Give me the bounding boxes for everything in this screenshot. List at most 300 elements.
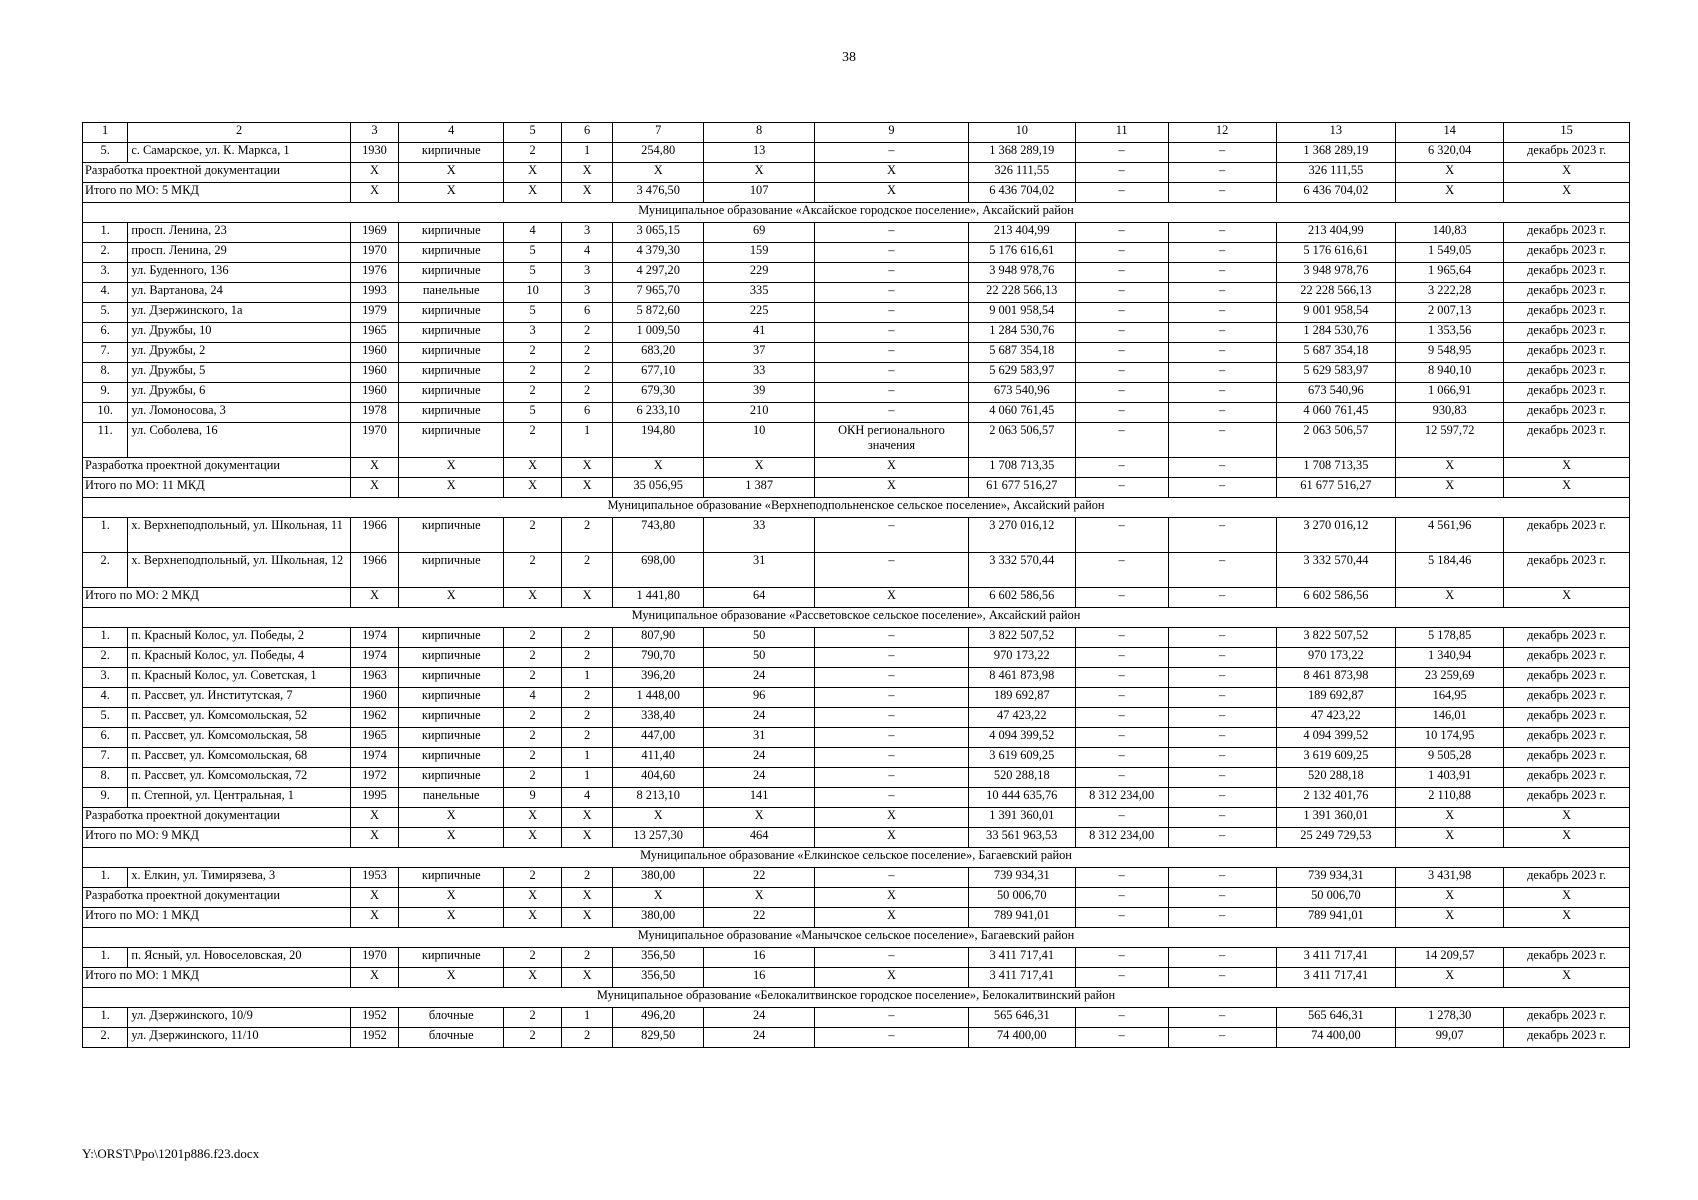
table-cell: 1 bbox=[561, 423, 612, 458]
summary-cell: 356,50 bbox=[613, 968, 704, 988]
summary-cell: – bbox=[1075, 163, 1168, 183]
table-cell: 2 063 506,57 bbox=[968, 423, 1075, 458]
address-cell: просп. Ленина, 29 bbox=[128, 243, 350, 263]
table-cell: 743,80 bbox=[613, 518, 704, 553]
table-cell: – bbox=[1075, 303, 1168, 323]
table-cell: 1 965,64 bbox=[1396, 263, 1504, 283]
table-cell: 739 934,31 bbox=[968, 868, 1075, 888]
table-cell: ОКН регионального значения bbox=[815, 423, 968, 458]
table-cell: декабрь 2023 г. bbox=[1504, 423, 1630, 458]
table-cell: 14 209,57 bbox=[1396, 948, 1504, 968]
table-cell: 4. bbox=[83, 688, 128, 708]
table-cell: 5 bbox=[504, 243, 562, 263]
table-cell: – bbox=[815, 668, 968, 688]
summary-cell: X bbox=[815, 908, 968, 928]
table-cell: 739 934,31 bbox=[1276, 868, 1395, 888]
table-cell: 33 bbox=[704, 363, 815, 383]
housing-repair-table bbox=[82, 122, 1630, 1048]
table-cell: 9 001 958,54 bbox=[968, 303, 1075, 323]
section-title: Муниципальное образование «Елкинское сельское поселение», Багаевский район bbox=[83, 848, 1630, 868]
table-cell: 2 bbox=[504, 708, 562, 728]
table-cell: – bbox=[815, 303, 968, 323]
table-cell: 213 404,99 bbox=[968, 223, 1075, 243]
table-cell: 1965 bbox=[350, 728, 398, 748]
summary-cell: 464 bbox=[704, 828, 815, 848]
table-row bbox=[83, 423, 1630, 458]
table-cell: 1974 bbox=[350, 628, 398, 648]
table-cell: 7. bbox=[83, 748, 128, 768]
section-row bbox=[83, 848, 1630, 868]
table-cell: 807,90 bbox=[613, 628, 704, 648]
table-cell: 1 278,30 bbox=[1396, 1008, 1504, 1028]
table-cell: 5 687 354,18 bbox=[968, 343, 1075, 363]
table-cell: – bbox=[815, 1008, 968, 1028]
table-cell: – bbox=[1168, 768, 1276, 788]
table-cell: 5 687 354,18 bbox=[1276, 343, 1395, 363]
table-cell: – bbox=[1168, 748, 1276, 768]
table-cell: 74 400,00 bbox=[968, 1028, 1075, 1048]
table-cell: 2 bbox=[504, 518, 562, 553]
summary-cell: 789 941,01 bbox=[1276, 908, 1395, 928]
table-cell: 8 461 873,98 bbox=[1276, 668, 1395, 688]
summary-cell: X bbox=[815, 888, 968, 908]
summary-row bbox=[83, 478, 1630, 498]
table-cell: – bbox=[1075, 403, 1168, 423]
address-cell: ул. Вартанова, 24 bbox=[128, 283, 350, 303]
table-cell: – bbox=[815, 648, 968, 668]
table-cell: 4 379,30 bbox=[613, 243, 704, 263]
table-cell: декабрь 2023 г. bbox=[1504, 303, 1630, 323]
table-cell: – bbox=[1075, 868, 1168, 888]
table-cell: 1 bbox=[561, 668, 612, 688]
column-number-header: 4 bbox=[399, 123, 504, 143]
table-cell: декабрь 2023 г. bbox=[1504, 1028, 1630, 1048]
table-cell: – bbox=[815, 688, 968, 708]
summary-row bbox=[83, 808, 1630, 828]
table-cell: 9 001 958,54 bbox=[1276, 303, 1395, 323]
table-cell: 970 173,22 bbox=[968, 648, 1075, 668]
summary-cell: 6 602 586,56 bbox=[1276, 588, 1395, 608]
address-cell: х. Верхнеподпольный, ул. Школьная, 12 bbox=[128, 553, 350, 588]
table-cell: 2 bbox=[504, 628, 562, 648]
summary-cell: X bbox=[350, 908, 398, 928]
column-number-header: 12 bbox=[1168, 123, 1276, 143]
table-cell: 37 bbox=[704, 343, 815, 363]
summary-cell: X bbox=[815, 828, 968, 848]
table-cell: 2 bbox=[504, 1008, 562, 1028]
table-cell: 213 404,99 bbox=[1276, 223, 1395, 243]
table-cell: – bbox=[1075, 628, 1168, 648]
table-cell: 24 bbox=[704, 1028, 815, 1048]
table-cell: 2 bbox=[504, 728, 562, 748]
table-cell: – bbox=[815, 263, 968, 283]
table-row bbox=[83, 708, 1630, 728]
column-number-header: 11 bbox=[1075, 123, 1168, 143]
table-cell: – bbox=[1168, 868, 1276, 888]
table-cell: 520 288,18 bbox=[1276, 768, 1395, 788]
table-cell: 1 403,91 bbox=[1396, 768, 1504, 788]
section-title: Муниципальное образование «Рассветовское сельское поселение», Аксайский район bbox=[83, 608, 1630, 628]
table-cell: 447,00 bbox=[613, 728, 704, 748]
summary-cell: X bbox=[561, 908, 612, 928]
table-cell: 47 423,22 bbox=[968, 708, 1075, 728]
table-cell: – bbox=[815, 788, 968, 808]
table-cell: 1966 bbox=[350, 553, 398, 588]
summary-cell: 107 bbox=[704, 183, 815, 203]
table-cell: 2 bbox=[561, 688, 612, 708]
table-cell: – bbox=[815, 948, 968, 968]
table-cell: 2 bbox=[504, 868, 562, 888]
table-cell: кирпичные bbox=[399, 648, 504, 668]
column-number-header: 1 bbox=[83, 123, 128, 143]
table-cell: декабрь 2023 г. bbox=[1504, 768, 1630, 788]
file-path-footer: Y:\ORST\Ppo\1201p886.f23.docx bbox=[82, 1146, 260, 1161]
table-cell: декабрь 2023 г. bbox=[1504, 648, 1630, 668]
table-cell: – bbox=[815, 143, 968, 163]
table-cell: 1962 bbox=[350, 708, 398, 728]
table-cell: – bbox=[815, 553, 968, 588]
summary-cell: X bbox=[504, 908, 562, 928]
table-cell: 1978 bbox=[350, 403, 398, 423]
address-cell: п. Рассвет, ул. Комсомольская, 58 bbox=[128, 728, 350, 748]
table-cell: 1 bbox=[561, 768, 612, 788]
table-cell: 396,20 bbox=[613, 668, 704, 688]
table-cell: 10 bbox=[504, 283, 562, 303]
summary-cell: – bbox=[1168, 163, 1276, 183]
table-cell: 5 629 583,97 bbox=[968, 363, 1075, 383]
table-cell: – bbox=[1168, 403, 1276, 423]
table-cell: 8 940,10 bbox=[1396, 363, 1504, 383]
table-cell: 1 066,91 bbox=[1396, 383, 1504, 403]
column-number-header: 9 bbox=[815, 123, 968, 143]
address-cell: ул. Соболева, 16 bbox=[128, 423, 350, 458]
table-cell: 69 bbox=[704, 223, 815, 243]
table-cell: 146,01 bbox=[1396, 708, 1504, 728]
address-cell: ул. Дружбы, 2 bbox=[128, 343, 350, 363]
table-cell: 5 bbox=[504, 263, 562, 283]
summary-cell: X bbox=[1504, 828, 1630, 848]
summary-cell: 326 111,55 bbox=[968, 163, 1075, 183]
table-row bbox=[83, 143, 1630, 163]
summary-cell: X bbox=[350, 808, 398, 828]
table-row bbox=[83, 343, 1630, 363]
summary-cell: 326 111,55 bbox=[1276, 163, 1395, 183]
table-cell: – bbox=[1075, 143, 1168, 163]
table-cell: – bbox=[1075, 518, 1168, 553]
summary-cell: X bbox=[815, 458, 968, 478]
table-cell: 1 bbox=[561, 143, 612, 163]
table-cell: декабрь 2023 г. bbox=[1504, 363, 1630, 383]
address-cell: п. Красный Колос, ул. Победы, 4 bbox=[128, 648, 350, 668]
table-cell: – bbox=[1168, 243, 1276, 263]
summary-cell: 1 387 bbox=[704, 478, 815, 498]
table-cell: 2 bbox=[504, 383, 562, 403]
table-cell: 39 bbox=[704, 383, 815, 403]
table-cell: – bbox=[1075, 728, 1168, 748]
table-cell: декабрь 2023 г. bbox=[1504, 1008, 1630, 1028]
table-cell: 225 bbox=[704, 303, 815, 323]
table-cell: – bbox=[815, 628, 968, 648]
table-cell: – bbox=[1168, 283, 1276, 303]
summary-cell: X bbox=[704, 888, 815, 908]
table-cell: 5 bbox=[504, 403, 562, 423]
table-cell: 3. bbox=[83, 263, 128, 283]
table-cell: – bbox=[815, 403, 968, 423]
table-cell: декабрь 2023 г. bbox=[1504, 243, 1630, 263]
table-cell: декабрь 2023 г. bbox=[1504, 383, 1630, 403]
summary-cell: 61 677 516,27 bbox=[968, 478, 1075, 498]
summary-label: Разработка проектной документации bbox=[83, 808, 351, 828]
table-cell: 41 bbox=[704, 323, 815, 343]
summary-cell: – bbox=[1075, 908, 1168, 928]
table-cell: 1. bbox=[83, 628, 128, 648]
summary-cell: X bbox=[350, 478, 398, 498]
table-cell: 1979 bbox=[350, 303, 398, 323]
table-cell: – bbox=[1075, 1028, 1168, 1048]
table-cell: – bbox=[1168, 423, 1276, 458]
table-cell: 254,80 bbox=[613, 143, 704, 163]
summary-cell: 3 411 717,41 bbox=[968, 968, 1075, 988]
table-cell: 356,50 bbox=[613, 948, 704, 968]
column-number-header: 3 bbox=[350, 123, 398, 143]
summary-cell: X bbox=[1396, 828, 1504, 848]
summary-cell: X bbox=[561, 183, 612, 203]
table-cell: 13 bbox=[704, 143, 815, 163]
table-cell: – bbox=[1075, 1008, 1168, 1028]
summary-cell: – bbox=[1168, 908, 1276, 928]
table-cell: 1953 bbox=[350, 868, 398, 888]
table-cell: 2 132 401,76 bbox=[1276, 788, 1395, 808]
summary-cell: X bbox=[815, 163, 968, 183]
table-cell: 2. bbox=[83, 553, 128, 588]
summary-cell: X bbox=[504, 588, 562, 608]
table-cell: – bbox=[1168, 363, 1276, 383]
table-cell: 3 270 016,12 bbox=[1276, 518, 1395, 553]
table-cell: 673 540,96 bbox=[1276, 383, 1395, 403]
table-cell: 2. bbox=[83, 1028, 128, 1048]
summary-cell: 1 441,80 bbox=[613, 588, 704, 608]
table-cell: 5. bbox=[83, 143, 128, 163]
table-cell: 4. bbox=[83, 283, 128, 303]
table-row bbox=[83, 788, 1630, 808]
table-cell: 8 213,10 bbox=[613, 788, 704, 808]
table-cell: декабрь 2023 г. bbox=[1504, 628, 1630, 648]
summary-cell: – bbox=[1168, 183, 1276, 203]
summary-cell: 16 bbox=[704, 968, 815, 988]
table-cell: 2 bbox=[504, 1028, 562, 1048]
table-cell: 1960 bbox=[350, 343, 398, 363]
table-cell: 2. bbox=[83, 648, 128, 668]
summary-cell: X bbox=[1396, 588, 1504, 608]
summary-cell: X bbox=[1504, 908, 1630, 928]
table-cell: 2 bbox=[561, 868, 612, 888]
summary-cell: X bbox=[350, 588, 398, 608]
address-cell: ул. Дзержинского, 10/9 bbox=[128, 1008, 350, 1028]
table-cell: – bbox=[815, 748, 968, 768]
table-cell: 5. bbox=[83, 303, 128, 323]
table-cell: 683,20 bbox=[613, 343, 704, 363]
table-cell: 189 692,87 bbox=[968, 688, 1075, 708]
summary-cell: X bbox=[1396, 458, 1504, 478]
summary-row bbox=[83, 908, 1630, 928]
table-cell: 4 bbox=[561, 243, 612, 263]
table-cell: кирпичные bbox=[399, 243, 504, 263]
summary-cell: X bbox=[399, 968, 504, 988]
table-cell: 5 176 616,61 bbox=[1276, 243, 1395, 263]
table-cell: 2 bbox=[504, 143, 562, 163]
summary-cell: 1 391 360,01 bbox=[1276, 808, 1395, 828]
table-cell: 5 bbox=[504, 303, 562, 323]
summary-row bbox=[83, 183, 1630, 203]
summary-cell: 1 708 713,35 bbox=[968, 458, 1075, 478]
table-cell: 2 bbox=[561, 363, 612, 383]
section-title: Муниципальное образование «Аксайское городское поселение», Аксайский район bbox=[83, 203, 1630, 223]
table-cell: 3. bbox=[83, 668, 128, 688]
summary-cell: X bbox=[815, 588, 968, 608]
table-row bbox=[83, 263, 1630, 283]
table-cell: декабрь 2023 г. bbox=[1504, 688, 1630, 708]
column-number-header: 7 bbox=[613, 123, 704, 143]
summary-cell: X bbox=[350, 458, 398, 478]
table-row bbox=[83, 383, 1630, 403]
table-cell: – bbox=[1168, 343, 1276, 363]
summary-cell: 3 476,50 bbox=[613, 183, 704, 203]
table-cell: 50 bbox=[704, 648, 815, 668]
table-cell: 10 444 635,76 bbox=[968, 788, 1075, 808]
summary-cell: X bbox=[815, 968, 968, 988]
table-cell: 22 228 566,13 bbox=[1276, 283, 1395, 303]
table-row bbox=[83, 1028, 1630, 1048]
table-cell: блочные bbox=[399, 1028, 504, 1048]
table-cell: 50 bbox=[704, 628, 815, 648]
table-cell: 31 bbox=[704, 728, 815, 748]
summary-cell: X bbox=[399, 183, 504, 203]
summary-cell: X bbox=[815, 478, 968, 498]
summary-cell: X bbox=[561, 478, 612, 498]
summary-cell: X bbox=[399, 888, 504, 908]
table-cell: – bbox=[1168, 728, 1276, 748]
table-cell: – bbox=[1075, 748, 1168, 768]
table-cell: 2 007,13 bbox=[1396, 303, 1504, 323]
table-cell: 7. bbox=[83, 343, 128, 363]
summary-cell: – bbox=[1075, 968, 1168, 988]
table-cell: – bbox=[1075, 768, 1168, 788]
summary-label: Разработка проектной документации bbox=[83, 458, 351, 478]
table-cell: – bbox=[1168, 1008, 1276, 1028]
table-cell: декабрь 2023 г. bbox=[1504, 553, 1630, 588]
table-cell: 74 400,00 bbox=[1276, 1028, 1395, 1048]
table-cell: кирпичные bbox=[399, 708, 504, 728]
table-cell: 335 bbox=[704, 283, 815, 303]
table-cell: 23 259,69 bbox=[1396, 668, 1504, 688]
table-cell: кирпичные bbox=[399, 768, 504, 788]
table-cell: 2 bbox=[561, 648, 612, 668]
address-cell: п. Степной, ул. Центральная, 1 bbox=[128, 788, 350, 808]
table-cell: 3 431,98 bbox=[1396, 868, 1504, 888]
summary-row bbox=[83, 588, 1630, 608]
address-cell: п. Рассвет, ул. Комсомольская, 72 bbox=[128, 768, 350, 788]
table-cell: декабрь 2023 г. bbox=[1504, 143, 1630, 163]
section-row bbox=[83, 988, 1630, 1008]
table-cell: 4 297,20 bbox=[613, 263, 704, 283]
table-cell: – bbox=[1168, 303, 1276, 323]
table-cell: 2 bbox=[504, 553, 562, 588]
table-cell: 1974 bbox=[350, 748, 398, 768]
table-row bbox=[83, 518, 1630, 553]
table-cell: 1952 bbox=[350, 1008, 398, 1028]
table-cell: 5. bbox=[83, 708, 128, 728]
table-cell: 4 bbox=[561, 788, 612, 808]
table-cell: кирпичные bbox=[399, 728, 504, 748]
section-row bbox=[83, 928, 1630, 948]
summary-cell: – bbox=[1075, 478, 1168, 498]
column-number-header: 6 bbox=[561, 123, 612, 143]
table-cell: декабрь 2023 г. bbox=[1504, 788, 1630, 808]
summary-cell: X bbox=[1504, 588, 1630, 608]
summary-row bbox=[83, 828, 1630, 848]
table-row bbox=[83, 553, 1630, 588]
table-cell: декабрь 2023 г. bbox=[1504, 668, 1630, 688]
table-cell: 790,70 bbox=[613, 648, 704, 668]
summary-cell: X bbox=[1504, 888, 1630, 908]
summary-cell: X bbox=[504, 888, 562, 908]
table-cell: 1 340,94 bbox=[1396, 648, 1504, 668]
table-row bbox=[83, 323, 1630, 343]
table-cell: 3 411 717,41 bbox=[1276, 948, 1395, 968]
table-cell: 6 233,10 bbox=[613, 403, 704, 423]
table-cell: 2 bbox=[504, 668, 562, 688]
table-row bbox=[83, 768, 1630, 788]
table-cell: 1. bbox=[83, 948, 128, 968]
summary-label: Итого по МО: 1 МКД bbox=[83, 968, 351, 988]
address-cell: ул. Буденного, 136 bbox=[128, 263, 350, 283]
table-cell: 1970 bbox=[350, 948, 398, 968]
table-cell: 2 bbox=[561, 343, 612, 363]
table-body bbox=[83, 143, 1630, 1048]
table-cell: 1 284 530,76 bbox=[968, 323, 1075, 343]
table-cell: кирпичные bbox=[399, 323, 504, 343]
address-cell: х. Верхнеподпольный, ул. Школьная, 11 bbox=[128, 518, 350, 553]
table-cell: 411,40 bbox=[613, 748, 704, 768]
column-number-header: 14 bbox=[1396, 123, 1504, 143]
table-row bbox=[83, 303, 1630, 323]
table-cell: 1. bbox=[83, 1008, 128, 1028]
column-number-header: 13 bbox=[1276, 123, 1395, 143]
summary-cell: X bbox=[350, 968, 398, 988]
table-cell: 8 461 873,98 bbox=[968, 668, 1075, 688]
table-cell: 2 bbox=[561, 728, 612, 748]
table-cell: – bbox=[815, 1028, 968, 1048]
table-cell: 9 505,28 bbox=[1396, 748, 1504, 768]
table-cell: 1969 bbox=[350, 223, 398, 243]
summary-label: Разработка проектной документации bbox=[83, 163, 351, 183]
table-cell: 2 bbox=[561, 708, 612, 728]
table-cell: 2. bbox=[83, 243, 128, 263]
table-cell: 2 bbox=[561, 518, 612, 553]
table-row bbox=[83, 948, 1630, 968]
table-cell: 1 bbox=[561, 1008, 612, 1028]
table-cell: 5 184,46 bbox=[1396, 553, 1504, 588]
address-cell: ул. Дружбы, 5 bbox=[128, 363, 350, 383]
table-cell: декабрь 2023 г. bbox=[1504, 748, 1630, 768]
summary-cell: – bbox=[1075, 888, 1168, 908]
table-cell: 140,83 bbox=[1396, 223, 1504, 243]
table-cell: 47 423,22 bbox=[1276, 708, 1395, 728]
table-cell: 33 bbox=[704, 518, 815, 553]
table-cell: – bbox=[815, 383, 968, 403]
table-cell: – bbox=[1168, 948, 1276, 968]
table-cell: 1 353,56 bbox=[1396, 323, 1504, 343]
